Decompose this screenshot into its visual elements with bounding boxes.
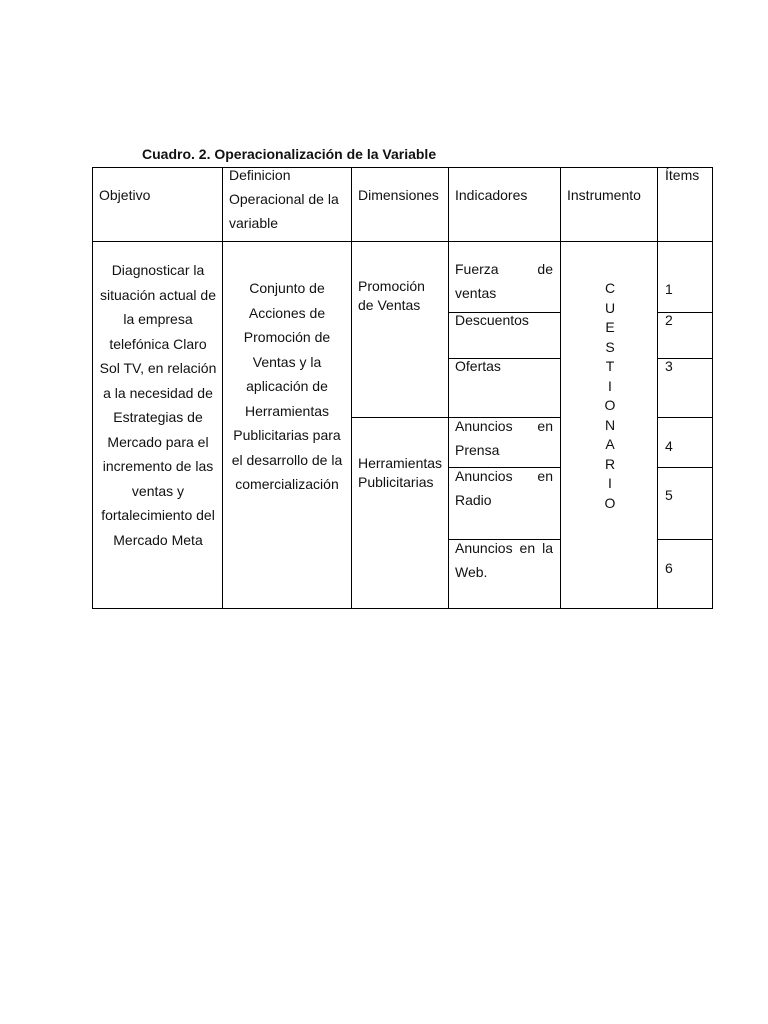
table-border-top (92, 167, 713, 168)
definicion-line: el desarrollo de la (231, 451, 343, 468)
definicion-line: Promoción de (243, 329, 331, 345)
objetivo-line: la empresa (123, 311, 193, 327)
indicador-descuentos: Descuentos (455, 312, 529, 328)
instrumento-letter: O (604, 494, 616, 511)
objetivo-line: fortalecimiento del (101, 507, 215, 523)
dimension-promocion: Promoción de Ventas (358, 278, 425, 313)
instrumento-letter: N (604, 416, 616, 433)
instrumento-letter: I (608, 377, 612, 394)
instrumento-letter: C (604, 280, 616, 296)
instrumento-letter: O (604, 397, 616, 413)
table-border-left (92, 167, 93, 609)
objetivo-line: Sol TV, en relación (99, 360, 217, 376)
definicion-line: Ventas y la (252, 353, 322, 370)
objetivo-line: a la necesidad de (103, 384, 213, 401)
operacionalizacion-table (92, 167, 713, 609)
definicion-line: Acciones de (248, 304, 326, 321)
column-divider (448, 167, 449, 609)
indicador-anuncios-prensa: Anuncios en Prensa (455, 418, 553, 458)
indicador-fuerza-ventas: Fuerza de ventas (455, 261, 553, 301)
objetivo-line: situación actual de (100, 286, 216, 303)
dimension-herramientas: Herramientas Publicitarias (358, 455, 443, 490)
definicion-text (223, 276, 351, 497)
item-number: 1 (665, 281, 673, 297)
item-number: 3 (665, 358, 673, 374)
instrumento-letter: E (605, 319, 615, 335)
instrumento-letter: S (605, 338, 615, 355)
instrumento-cuestionario (561, 279, 659, 513)
item-number: 6 (665, 560, 673, 576)
table-title: Cuadro. 2. Operacionalización de la Variable (142, 146, 437, 162)
instrumento-letter: I (608, 475, 612, 491)
definicion-line: Herramientas (244, 402, 330, 419)
items-separator (657, 417, 713, 418)
column-divider (351, 167, 352, 609)
item-number: 5 (665, 487, 673, 503)
objetivo-line: Mercado Meta (113, 531, 203, 548)
indicador-anuncios-radio: Anuncios en Radio (455, 468, 553, 508)
header-dimensiones: Dimensiones (358, 187, 439, 203)
objetivo-line: ventas y (131, 482, 185, 499)
header-objetivo: Objetivo (99, 187, 151, 203)
objetivo-line: Estrategias de (113, 409, 203, 425)
indicador-anuncios-web: Anuncios en la Web. (455, 540, 553, 580)
table-border-right (712, 167, 713, 609)
header-definicion: Definicion Operacional de la variable (229, 167, 339, 231)
instrumento-letter: U (604, 299, 616, 316)
header-items: Ítems (665, 167, 700, 183)
definicion-line: aplicación de (246, 378, 328, 394)
item-number: 2 (665, 312, 673, 328)
instrumento-letter: R (604, 455, 616, 472)
header-instrumento: Instrumento (567, 187, 641, 203)
objetivo-text (94, 258, 222, 552)
instrumento-letter: A (605, 436, 615, 452)
objetivo-line: incremento de las (102, 458, 214, 474)
objetivo-line: telefónica Claro (109, 335, 207, 352)
instrumento-letter: T (605, 358, 615, 374)
table-border-bottom (92, 608, 713, 609)
items-separator (657, 467, 713, 468)
objetivo-line: Mercado para el (107, 433, 209, 450)
objetivo-line: Diagnosticar la (111, 262, 205, 278)
indicador-ofertas: Ofertas (455, 358, 501, 374)
header-separator (92, 241, 713, 242)
definicion-line: Conjunto de (249, 280, 325, 296)
definicion-line: Publicitarias para (233, 427, 341, 443)
definicion-line: comercialización (235, 476, 339, 492)
item-number: 4 (665, 438, 673, 454)
header-indicadores: Indicadores (455, 187, 528, 203)
items-separator (657, 539, 713, 540)
